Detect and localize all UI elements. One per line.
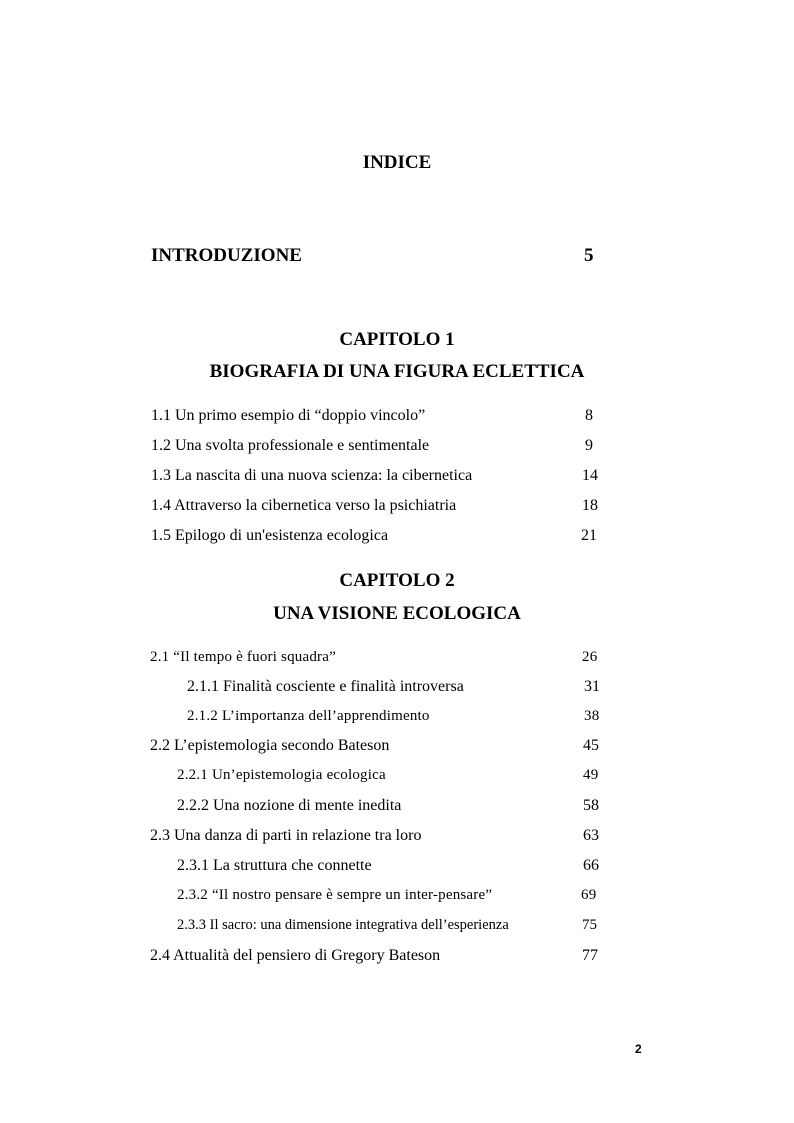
toc-entry-2-3-3[interactable] (177, 917, 603, 937)
toc-entry-page: 8 (585, 407, 593, 424)
toc-entry-page: 69 (581, 887, 597, 903)
toc-entry-page: 58 (583, 797, 599, 814)
toc-entry-2-2-1[interactable] (177, 767, 603, 787)
introduction-label[interactable]: INTRODUZIONE (151, 245, 302, 266)
chapter1-title: BIOGRAFIA DI UNA FIGURA ECLETTICA (209, 361, 585, 382)
toc-entry-label: 1.1 Un primo esempio di “doppio vincolo” (151, 407, 426, 424)
toc-entry-label: 2.1.2 L’importanza dell’apprendimento (187, 708, 430, 724)
toc-entry-label: 2.2.1 Un’epistemologia ecologica (177, 767, 386, 783)
chapter2-heading: CAPITOLO 2 (339, 570, 455, 591)
toc-entry-label: 1.3 La nascita di una nuova scienza: la cibernetica (151, 467, 473, 484)
toc-entry-label: 1.4 Attraverso la cibernetica verso la psichiatria (151, 497, 457, 514)
toc-entry-page: 38 (584, 708, 600, 724)
toc-entry-page: 14 (582, 467, 598, 484)
toc-entry-page: 63 (583, 827, 599, 844)
toc-entry-2-1-2[interactable] (187, 708, 603, 728)
toc-entry-2-1[interactable] (150, 649, 602, 669)
toc-entry-page: 45 (583, 737, 599, 754)
toc-entry-2-3-1[interactable] (177, 857, 603, 877)
toc-entry-page: 66 (583, 857, 599, 874)
toc-entry-1-4[interactable] (151, 497, 601, 517)
toc-entry-page: 49 (583, 767, 599, 783)
toc-entry-label: 2.3 Una danza di parti in relazione tra loro (150, 827, 422, 844)
toc-entry-2-3-2[interactable] (177, 887, 603, 907)
toc-entry-label: 2.1.1 Finalità cosciente e finalità introversa (187, 678, 464, 695)
toc-entry-2-3[interactable] (150, 827, 603, 847)
toc-entry-1-1[interactable] (151, 407, 601, 427)
toc-entry-label: 1.5 Epilogo di un'esistenza ecologica (151, 527, 389, 544)
toc-entry-page: 31 (584, 678, 600, 695)
introduction-page: 5 (584, 245, 594, 266)
toc-entry-2-2[interactable] (150, 737, 603, 757)
toc-entry-label: 2.2 L’epistemologia secondo Bateson (150, 737, 390, 754)
toc-entry-1-2[interactable] (151, 437, 601, 457)
toc-entry-page: 9 (585, 437, 593, 454)
toc-entry-label: 2.2.2 Una nozione di mente inedita (177, 797, 402, 814)
toc-entry-page: 21 (581, 527, 597, 544)
chapter1-heading: CAPITOLO 1 (339, 329, 455, 350)
toc-entry-label: 2.3.2 “Il nostro pensare è sempre un inter-pensare” (177, 887, 493, 903)
toc-entry-page: 75 (582, 917, 597, 933)
toc-entry-label: 2.3.3 Il sacro: una dimensione integrativa dell’esperienza (177, 917, 509, 933)
toc-entry-2-2-2[interactable] (177, 797, 603, 817)
toc-entry-label: 2.3.1 La struttura che connette (177, 857, 372, 874)
page-number: 2 (635, 1042, 642, 1056)
chapter2-title: UNA VISIONE ECOLOGICA (273, 603, 521, 624)
toc-entry-label: 1.2 Una svolta professionale e sentimentale (151, 437, 430, 454)
page-title: INDICE (362, 152, 432, 173)
toc-entry-2-1-1[interactable] (187, 678, 603, 698)
toc-entry-label: 2.1 “Il tempo è fuori squadra” (150, 649, 336, 665)
toc-entry-1-3[interactable] (151, 467, 601, 487)
toc-entry-page: 26 (582, 649, 598, 665)
toc-entry-1-5[interactable] (151, 527, 601, 547)
toc-entry-2-4[interactable] (150, 947, 603, 967)
toc-entry-page: 77 (582, 947, 598, 964)
toc-entry-label: 2.4 Attualità del pensiero di Gregory Bateson (150, 947, 441, 964)
toc-entry-page: 18 (582, 497, 598, 514)
